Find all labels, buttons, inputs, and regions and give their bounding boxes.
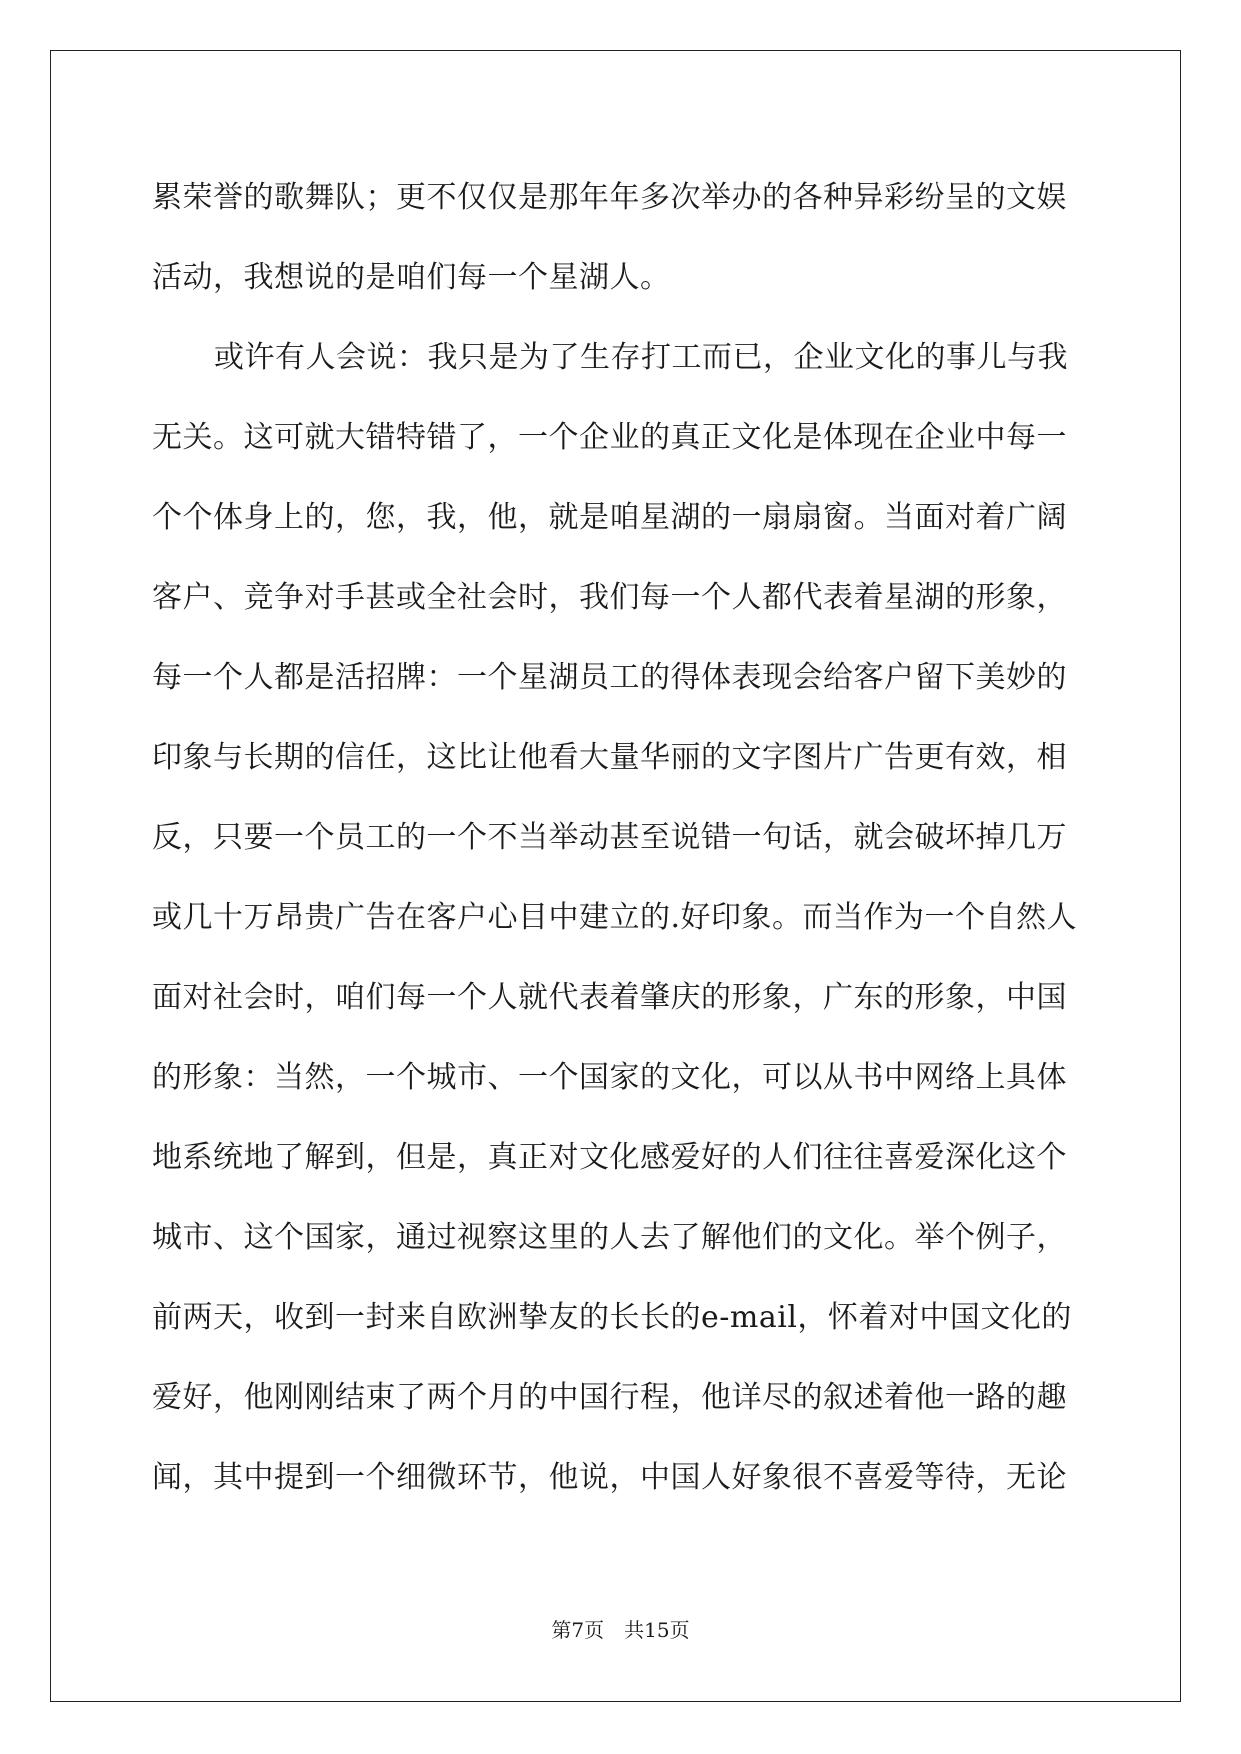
text-line: 爱好，他刚刚结束了两个月的中国行程，他详尽的叙述着他一路的趣 [152,1380,1067,1415]
page-footer [0,1614,1241,1643]
text-line: 累荣誉的歌舞队；更不仅仅是那年年多次举办的各种异彩纷呈的文娱 [152,180,1067,215]
text-line: 客户、竞争对手甚或全社会时，我们每一个人都代表着星湖的形象， [152,580,1067,615]
text-line: 地系统地了解到，但是，真正对文化感爱好的人们往往喜爱深化这个 [152,1140,1067,1175]
page-number: 第7页 [551,1618,605,1642]
text-line: 前两天，收到一封来自欧洲挚友的长长的e-mail，怀着对中国文化的 [152,1300,1072,1335]
document-body [152,158,1087,1518]
text-line: 个个体身上的，您，我，他，就是咱星湖的一扇扇窗。当面对着广阔 [152,500,1067,535]
text-line: 反，只要一个员工的一个不当举动甚至说错一句话，就会破坏掉几万 [152,820,1067,855]
text-line: 活动，我想说的是咱们每一个星湖人。 [152,260,671,295]
text-line: 每一个人都是活招牌：一个星湖员工的得体表现会给客户留下美妙的 [152,660,1067,695]
text-line: 面对社会时，咱们每一个人就代表着肇庆的形象，广东的形象，中国 [152,980,1067,1015]
text-line: 城市、这个国家，通过视察这里的人去了解他们的文化。举个例子， [152,1220,1067,1255]
text-line: 无关。这可就大错特错了，一个企业的真正文化是体现在企业中每一 [152,420,1067,455]
text-line: 或几十万昂贵广告在客户心目中建立的.好印象。而当作为一个自然人 [152,900,1078,935]
page-total: 共15页 [624,1618,690,1642]
text-line: 或许有人会说：我只是为了生存打工而已，企业文化的事儿与我 [214,340,1068,375]
text-line: 的形象：当然，一个城市、一个国家的文化，可以从书中网络上具体 [152,1060,1067,1095]
text-line: 印象与长期的信任，这比让他看大量华丽的文字图片广告更有效，相 [152,740,1067,775]
text-line: 闻，其中提到一个细微环节，他说，中国人好象很不喜爱等待，无论 [152,1460,1067,1495]
